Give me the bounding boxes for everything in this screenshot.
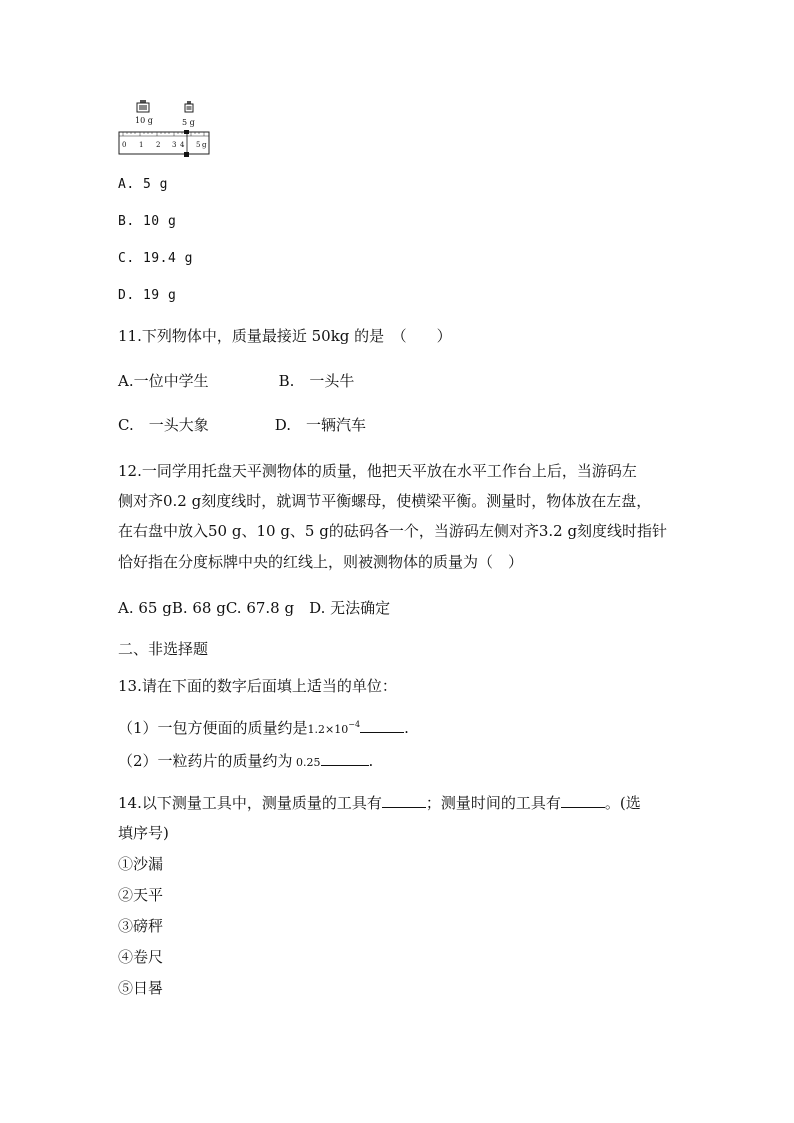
q14-item-4: ④卷尺 xyxy=(118,948,164,966)
q13-item2-end: . xyxy=(368,752,374,770)
q14-part1: 14.以下测量工具中，测量质量的工具有 xyxy=(118,794,382,812)
q14-part2: ；测量时间的工具有 xyxy=(425,794,561,812)
ruler-tick-5: 5 xyxy=(196,141,201,149)
q12-options: A. 65 gB. 68 gC. 67.8 g D. 无法确定 xyxy=(118,599,391,617)
q13-item1-blank[interactable] xyxy=(360,718,404,733)
q14-stem-line2: 填序号) xyxy=(118,824,169,842)
q10-option-a: A. 5 g xyxy=(118,177,168,192)
q11-options-row1 xyxy=(118,370,354,392)
weight-5g-icon xyxy=(185,101,193,112)
q10-option-c: C. 19.4 g xyxy=(118,251,193,266)
q10-option-b: B. 10 g xyxy=(118,214,177,229)
q14-blank-time[interactable] xyxy=(561,793,605,808)
q14-item-5: ⑤日晷 xyxy=(118,979,164,997)
q13-item1-value: 1.2×10 xyxy=(307,723,349,736)
q13-item1-exp: −4 xyxy=(348,720,361,729)
q13-item-1 xyxy=(118,714,409,741)
q11-option-d: D. 一辆汽车 xyxy=(274,416,366,434)
q14-item-3: ③磅秤 xyxy=(118,917,164,935)
q12-line-2: 侧对齐0.2 g刻度线时，就调节平衡螺母，使横梁平衡。测量时，物体放在左盘， xyxy=(118,492,652,510)
q14-part3: 。(选 xyxy=(604,794,641,812)
q14-item-2: ②天平 xyxy=(118,886,164,904)
q10-option-d: D. 19 g xyxy=(118,288,177,303)
q14-blank-mass[interactable] xyxy=(382,793,426,808)
q11-options-row2 xyxy=(118,414,366,436)
q13-item1-text: （1）一包方便面的质量约是 xyxy=(118,719,308,737)
balance-weights-figure xyxy=(118,96,214,160)
ruler-tick-3: 3 xyxy=(172,141,177,149)
ruler-tick-0: 0 xyxy=(122,141,127,149)
q13-item2-blank[interactable] xyxy=(321,751,369,766)
q14-item-1: ①沙漏 xyxy=(118,855,164,873)
q12-line-1: 12.一同学用托盘天平测物体的质量，他把天平放在水平工作台上后，当游码左 xyxy=(118,462,637,480)
q13-item2-value: 0.25 xyxy=(292,756,321,769)
q12-line-3: 在右盘中放入50 g、10 g、5 g的砝码各一个，当游码左侧对齐3.2 g刻度线时指针 xyxy=(118,522,668,540)
ruler-tick-4: 4 xyxy=(180,141,185,149)
weight-5g-label: 5 g xyxy=(182,118,195,127)
q13-item-2 xyxy=(118,750,373,774)
q12-line-4: 恰好指在分度标牌中央的红线上，则被测物体的质量为（ ） xyxy=(118,553,524,571)
q13-item2-text: （2）一粒药片的质量约为 xyxy=(118,752,293,770)
ruler-unit: g xyxy=(202,141,207,149)
q14-stem xyxy=(118,792,641,814)
ruler-tick-2: 2 xyxy=(156,141,161,149)
q11-stem: 11.下列物体中，质量最接近 50kg 的是 （ ） xyxy=(118,327,452,345)
ruler-tick-1: 1 xyxy=(139,141,144,149)
q11-option-c: C. 一头大象 xyxy=(118,416,209,434)
section-title: 二、非选择题 xyxy=(118,640,209,658)
q11-option-b: B. 一头牛 xyxy=(278,372,355,390)
q13-item1-end: . xyxy=(404,719,409,737)
weight-10g-icon xyxy=(137,100,149,112)
q11-option-a: A.一位中学生 xyxy=(118,372,209,390)
weight-10g-label: 10 g xyxy=(135,116,153,125)
q13-stem: 13.请在下面的数字后面填上适当的单位： xyxy=(118,677,397,695)
